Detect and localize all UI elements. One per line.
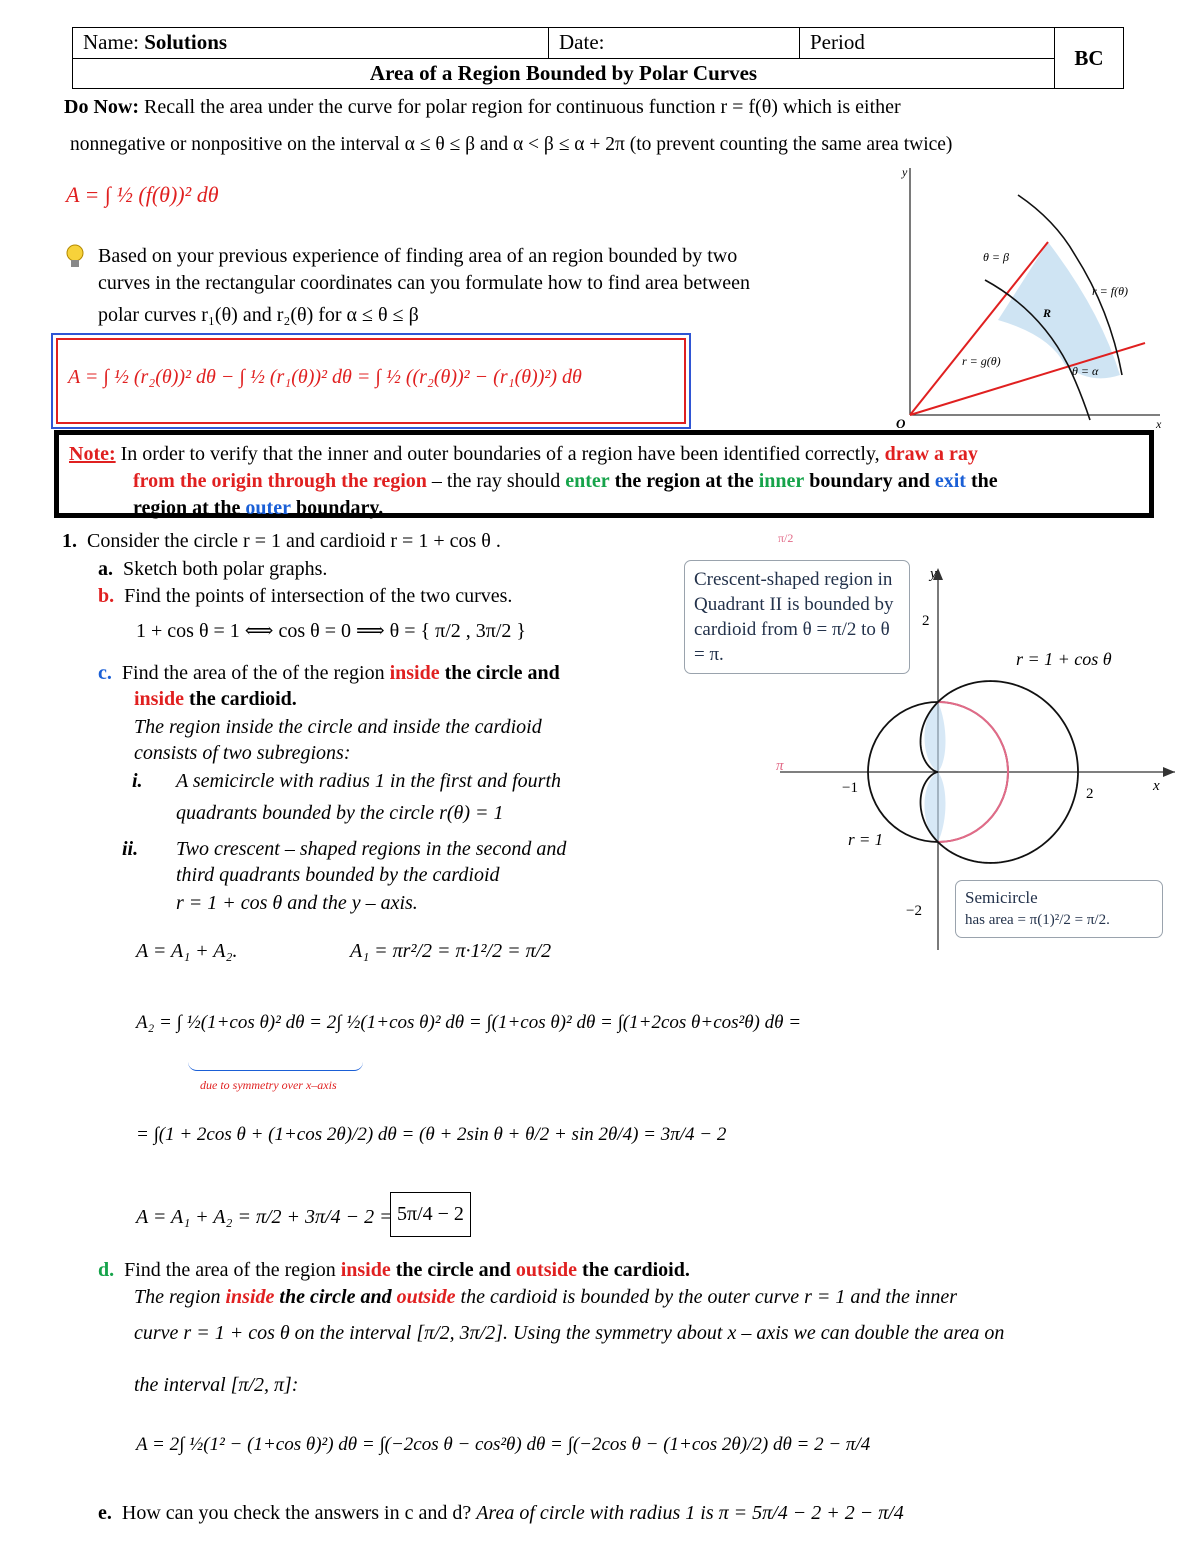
problem-1-stem: 1. Consider the circle r = 1 and cardioid r = 1 + cos θ . bbox=[62, 530, 501, 552]
fig1-x-label: x bbox=[1156, 417, 1162, 431]
part-c-ii-label: ii. bbox=[122, 838, 139, 860]
semicircle-callout bbox=[955, 880, 1163, 938]
crescent-callout: Crescent-shaped region in Quadrant II is bounded by cardioid from θ = π/2 to θ = π. bbox=[684, 560, 910, 674]
part-d-sub2: curve r = 1 + cos θ on the interval [π/2, 3π/2]. Using the symmetry about x – axis we can double the area on bbox=[134, 1322, 1005, 1344]
fig2-pi-half: π/2 bbox=[778, 531, 794, 545]
date-cell: Date: bbox=[549, 28, 800, 59]
fig2-x-label: x bbox=[1153, 778, 1160, 794]
hint-formula: A = ∫ ½ (r₂(θ))² dθ − ∫ ½ (r₁(θ))² dθ = ∫ ½ ((r₂(θ))² − (r₁(θ))²) dθ bbox=[68, 366, 582, 388]
part-c-ii-line3: r = 1 + cos θ and the y – axis. bbox=[176, 892, 418, 914]
note-text-2: draw a ray bbox=[884, 443, 978, 465]
fig2-tick-2y: 2 bbox=[922, 613, 930, 629]
part-c-final-boxed: 5π/4 − 2 bbox=[390, 1192, 471, 1237]
fig2-y-label: y bbox=[930, 566, 937, 582]
hint-line2: curves in the rectangular coordinates can you formulate how to find area between bbox=[98, 272, 750, 294]
part-c-sub1: The region inside the circle and inside the cardioid bbox=[134, 716, 542, 738]
part-c-A: A = A₁ + A₂. bbox=[136, 940, 238, 962]
fig1-origin: O bbox=[896, 416, 906, 431]
do-now-formula: A = ∫ ½ (f(θ))² dθ bbox=[66, 182, 219, 207]
note-text-13: boundary. bbox=[295, 497, 384, 519]
note-text-6: the region at the bbox=[614, 470, 754, 492]
hint-formula-box bbox=[56, 338, 686, 424]
part-c-ii-line2: third quadrants bounded by the cardioid bbox=[176, 864, 500, 886]
part-c-A1: A₁ = πr²/2 = π·1²/2 = π/2 bbox=[350, 940, 552, 962]
fig2-cardioid-label: r = 1 + cos θ bbox=[1016, 649, 1112, 669]
part-c-ii-line1: Two crescent – shaped regions in the second and bbox=[176, 838, 567, 860]
fig1-r-g: r = g(θ) bbox=[962, 354, 1001, 368]
note-text-12: outer bbox=[245, 497, 291, 519]
part-b: b. Find the points of intersection of the two curves. bbox=[98, 585, 513, 607]
part-c-A2-line1: A₂ = ∫ ½(1+cos θ)² dθ = 2∫ ½(1+cos θ)² dθ = ∫(1+cos θ)² dθ = ∫(1+2cos θ+cos²θ) dθ = bbox=[136, 1012, 802, 1033]
hint-line3: polar curves r₁(θ) and r₂(θ) for α ≤ θ ≤ β bbox=[98, 304, 419, 326]
part-c-final-lhs: A = A₁ + A₂ = π/2 + 3π/4 − 2 = bbox=[136, 1206, 393, 1228]
part-c-i-label: i. bbox=[132, 770, 143, 792]
note-text-10: the bbox=[970, 470, 998, 492]
fig1-region: R bbox=[1043, 306, 1052, 320]
fig1-theta-beta: θ = β bbox=[983, 250, 1009, 264]
lightbulb-icon bbox=[64, 244, 86, 266]
fig1-r-f: r = f(θ) bbox=[1092, 284, 1128, 298]
part-c-A2-line2: = ∫(1 + 2cos θ + (1+cos 2θ)/2) dθ = (θ + 2sin θ + θ/2 + sin 2θ/4) = 3π/4 − 2 bbox=[136, 1124, 727, 1145]
note-text-5: enter bbox=[565, 470, 610, 492]
fig2-tick-2x: 2 bbox=[1086, 786, 1094, 802]
fig2-tick-neg1x: −1 bbox=[842, 780, 858, 796]
part-c-symmetry-note: due to symmetry over x–axis bbox=[200, 1078, 337, 1092]
part-d: d. Find the area of the region inside the circle and outside the cardioid. bbox=[98, 1259, 690, 1281]
header-table bbox=[72, 27, 1124, 89]
page-title: Area of a Region Bounded by Polar Curves bbox=[73, 58, 1055, 89]
symmetry-brace bbox=[188, 1062, 363, 1071]
fig2-tick-neg2y: −2 bbox=[906, 903, 922, 919]
semicircle-title: Semicircle bbox=[965, 888, 1038, 907]
name-cell: Name: Solutions bbox=[73, 28, 549, 59]
part-d-sub1: The region inside the circle and outside the cardioid is bounded by the outer curve r = 1 and the inner bbox=[134, 1286, 958, 1308]
note-text-9: exit bbox=[934, 470, 966, 492]
name-value: Solutions bbox=[144, 30, 228, 55]
figure-polar-region bbox=[890, 160, 1170, 430]
note-text-11: region at the bbox=[133, 497, 241, 519]
part-a: a. Sketch both polar graphs. bbox=[98, 558, 328, 580]
fig1-y-label: y bbox=[902, 165, 908, 179]
part-e: e. How can you check the answers in c and d? Area of circle with radius 1 is π = 5π/4 − 2 + 2 − π/4 bbox=[98, 1502, 904, 1524]
note-text-8: boundary and bbox=[809, 470, 930, 492]
semicircle-area: has area = π(1)²/2 = π/2. bbox=[965, 912, 1110, 928]
part-c-cont: inside the cardioid. bbox=[134, 688, 297, 710]
hint-line1: Based on your previous experience of finding area of an region bounded by two bbox=[98, 245, 738, 267]
note-label: Note: bbox=[69, 443, 116, 465]
period-cell: Period bbox=[800, 28, 1055, 59]
note-text-4: – the ray should bbox=[431, 470, 561, 492]
fig2-circle-label: r = 1 bbox=[848, 830, 884, 849]
note-text-7: inner bbox=[758, 470, 805, 492]
note-text-1: In order to verify that the inner and outer boundaries of a region have been identified correctly, bbox=[120, 443, 880, 465]
part-c: c. Find the area of the of the region inside the circle and bbox=[98, 662, 560, 684]
do-now-line2: nonnegative or nonpositive on the interval α ≤ θ ≤ β and α < β ≤ α + 2π (to prevent counting the same area twice) bbox=[70, 134, 953, 155]
part-b-work: 1 + cos θ = 1 ⟺ cos θ = 0 ⟹ θ = { π/2 , 3π/2 } bbox=[136, 620, 527, 642]
part-c-i-line1: A semicircle with radius 1 in the first and fourth bbox=[176, 770, 561, 792]
fig2-pi: π bbox=[776, 758, 784, 774]
note-text-3: from the origin through the region bbox=[133, 470, 427, 492]
fig1-theta-alpha: θ = α bbox=[1072, 364, 1099, 378]
note-box bbox=[54, 430, 1154, 518]
do-now-line1: Do Now: Recall the area under the curve for polar region for continuous function r = f(θ) which is either bbox=[64, 96, 901, 118]
part-d-sub3: the interval [π/2, π]: bbox=[134, 1374, 299, 1396]
part-d-work: A = 2∫ ½(1² − (1+cos θ)²) dθ = ∫(−2cos θ − cos²θ) dθ = ∫(−2cos θ − (1+cos 2θ)/2) dθ = 2 − π/4 bbox=[136, 1434, 871, 1455]
course-cell: BC bbox=[1055, 28, 1124, 89]
part-c-sub2: consists of two subregions: bbox=[134, 742, 351, 764]
part-c-i-line2: quadrants bounded by the circle r(θ) = 1 bbox=[176, 802, 504, 824]
